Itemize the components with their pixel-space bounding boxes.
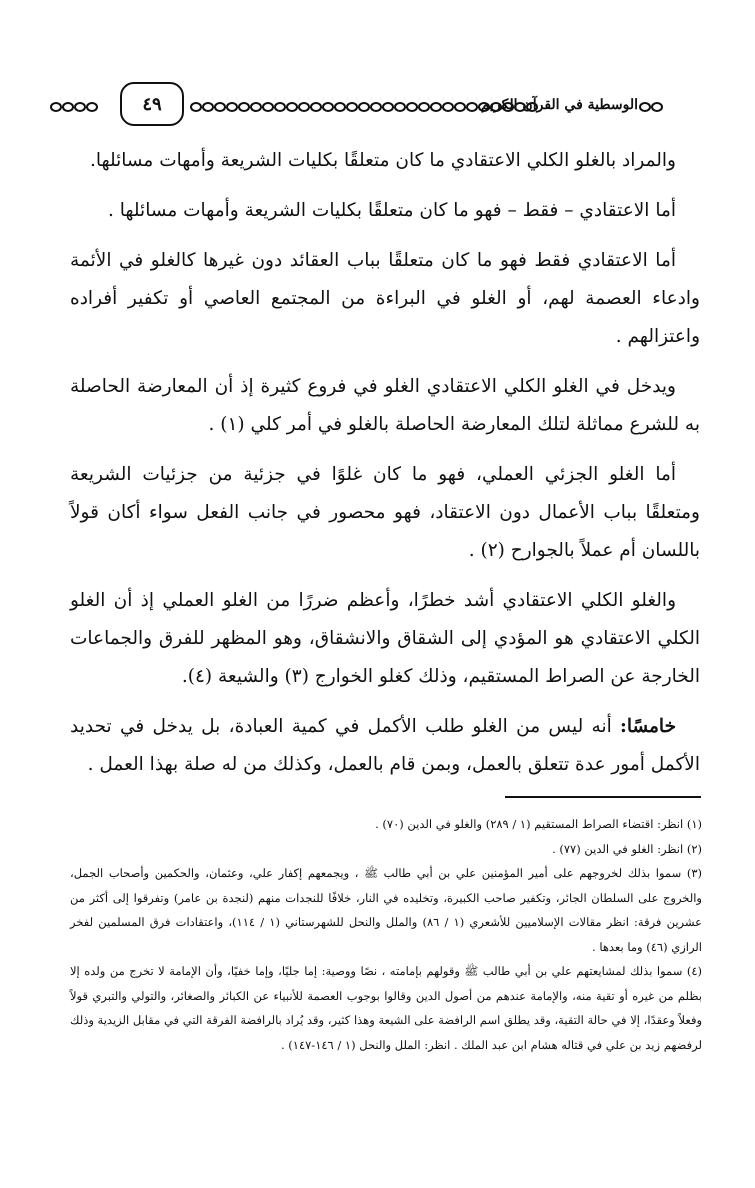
running-title: الوسطية في القرآن الكريم <box>480 97 638 113</box>
footnote-4: (٤) سموا بذلك لمشايعتهم علي بن أبي طالب ﷺ وقولهم بإمامته ، نصًا ووصية: إما جليًا، وإما خفيًا، وأن الإمامة لا تخرج من ولده إلا بظلم من غيره أو تقية منه، والإمامة عندهم من أصول الدين وقالوا بوجوب العصمة للأنبياء عن الكبائر والصغائر، والتولي والتبري قولاً وفعلاً وعقدًا، إلا في حالة التقية، وقد يطلق اسم الرافضة على الشيعة وهذا كثير، وقد يُراد بالرافضة الفرقة التي في مقابل الزيدية وذلك لرفضهم زيد بن علي في قتاله هشام ابن عبد الملك . انظر: الملل والنحل (١ / ١٤٦-١٤٧) . <box>70 964 702 1052</box>
paragraph: خامسًا: أنه ليس من الغلو طلب الأكمل في كمية العبادة، بل يدخل في تحديد الأكمل أمور عدة تتعلق بالعمل، وبمن قام بالعمل، وكذلك من له صلة بهذا العمل . <box>70 716 700 775</box>
footnote-divider <box>505 796 701 798</box>
section-marker: خامسًا: <box>620 716 676 737</box>
main-text <box>70 142 700 796</box>
paragraph: أما الغلو الجزئي العملي، فهو ما كان غلوًا في جزئية من جزئيات الشريعة ومتعلقًا بباب الأعمال دون الاعتقاد، فهو محصور في جانب الفعل سواء أكان قولاً باللسان أم عملاً بالجوارح (٢) . <box>70 464 700 561</box>
paragraph: والغلو الكلي الاعتقادي أشد خطرًا، وأعظم ضررًا من الغلو العملي إذ أن الغلو الكلي الاعتقادي هو المؤدي إلى الشقاق والانشقاق، وهو المظهر للفرق والجماعات الخارجة عن الصراط المستقيم، وذلك كغلو الخوارج (٣) والشيعة (٤). <box>70 590 700 687</box>
page-header <box>40 82 720 126</box>
footnote-2: (٢) انظر: الغلو في الدين (٧٧) . <box>552 841 702 856</box>
paragraph: والمراد بالغلو الكلي الاعتقادي ما كان متعلقًا بكليات الشريعة وأمهات مسائلها. <box>89 150 676 171</box>
footnote-1: (١) انظر: اقتضاء الصراط المستقيم (١ / ٢٨٩) والغلو في الدين (٧٠) . <box>375 817 702 831</box>
footnote-3: (٣) سموا بذلك لخروجهم على أمير المؤمنين علي بن أبي طالب ﷺ ، ويجمعهم إكفار علي، وعثمان، والحكمين وأصحاب الجمل، والخروج على السلطان الجائر، وتكفير صاحب الكبيرة، وتخليده في النار، خلافًا للنجدات منهم (لنجدة بن عامر) وتفرقوا إلى أكثر من عشرين فرقة: انظر مقالات الإسلاميين للأشعري (١ / ٨٦) والملل والنحل للشهرستاني (١ / ١١٤)، واعتقادات فرق المسلمين لفخر الرازي (٤٦) وما بعدها . <box>70 866 703 954</box>
paragraph: ويدخل في الغلو الكلي الاعتقادي الغلو في فروع كثيرة إذ أن المعارضة الحاصلة به للشرع مماثلة لتلك المعارضة الحاصلة بالغلو في أمر كلي (١) . <box>70 376 700 435</box>
footnotes <box>70 812 702 1057</box>
header-ornament-left <box>50 102 98 112</box>
paragraph: أما الاعتقادي – فقط – فهو ما كان متعلقًا بكليات الشريعة وأمهات مسائلها . <box>108 200 676 221</box>
paragraph: أما الاعتقادي فقط فهو ما كان متعلقًا بباب العقائد دون غيرها كالغلو في الأئمة وادعاء العصمة لهم، أو الغلو في البراءة من المجتمع العاصي أو تكفير أفراده واعتزالهم . <box>70 250 700 347</box>
header-ornament-right <box>635 102 683 112</box>
page-number: ٤٩ <box>120 82 184 126</box>
